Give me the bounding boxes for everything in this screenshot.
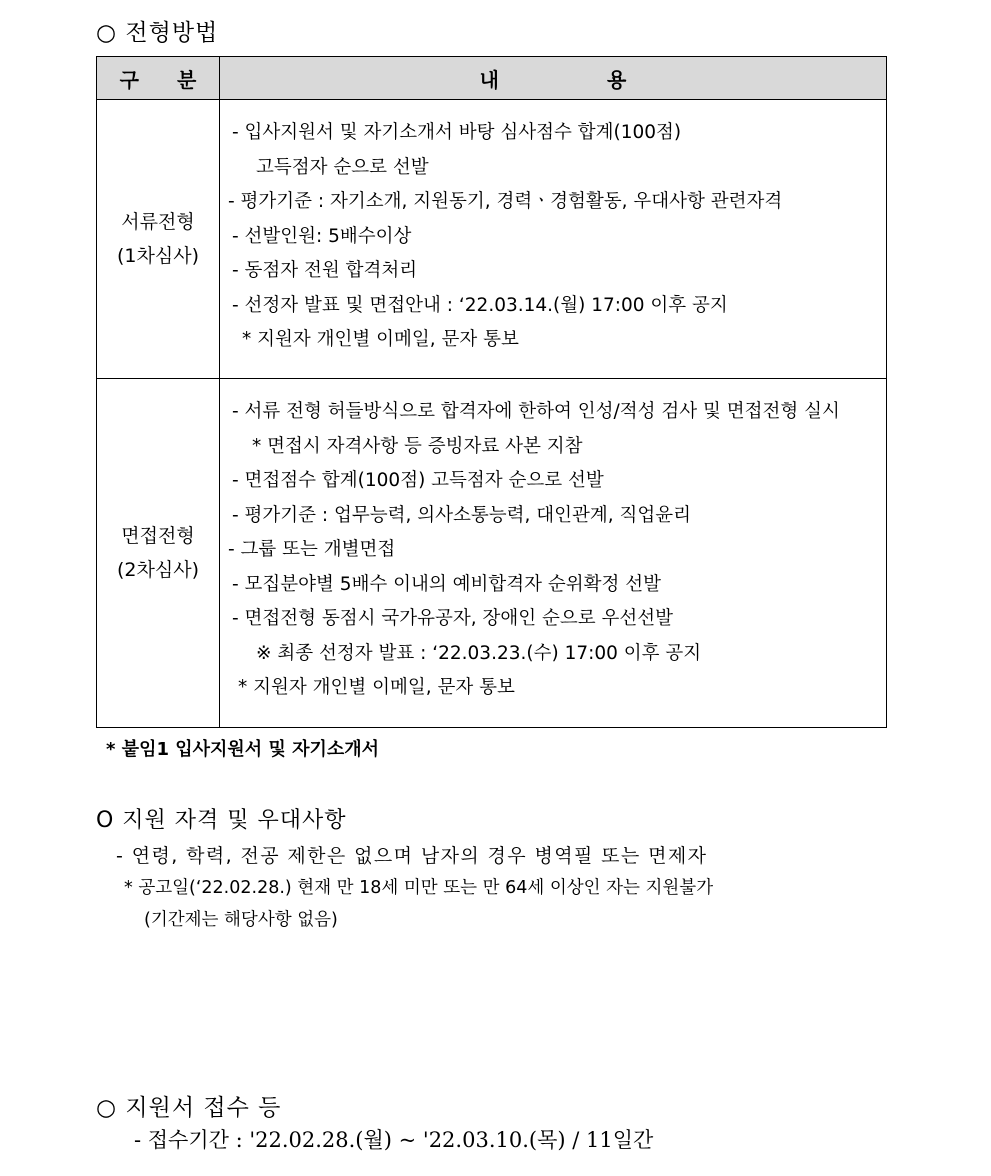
header-content <box>220 57 887 100</box>
content-line: - 면접점수 합계(100점) 고득점자 순으로 선발 <box>232 470 604 491</box>
table-header-row <box>97 57 887 100</box>
content-line: 고득점자 순으로 선발 <box>256 156 429 178</box>
category-stage: (1차심사) <box>117 245 199 267</box>
content-line: - 선발인원: 5배수이상 <box>232 225 412 247</box>
qualification-note: (기간제는 해당사항 없음) <box>144 910 338 930</box>
selection-table <box>96 56 887 728</box>
qualification-block <box>116 840 713 936</box>
content-line: - 평가기준 : 업무능력, 의사소통능력, 대인관계, 직업윤리 <box>232 504 691 526</box>
category-cell <box>97 379 220 728</box>
category-name: 면접전형 <box>121 525 195 547</box>
content-cell <box>220 379 887 728</box>
content-line: - 입사지원서 및 자기소개서 바탕 심사점수 합계(100점) <box>232 122 682 143</box>
content-line: - 평가기준 : 자기소개, 지원동기, 경력ㆍ경험활동, 우대사항 관련자격 <box>228 191 783 212</box>
table-row-document-screening <box>97 100 887 379</box>
content-line: * 지원자 개인별 이메일, 문자 통보 <box>238 677 515 698</box>
selection-method-title: ○ 전형방법 <box>96 20 219 46</box>
content-line: - 모집분야별 5배수 이내의 예비합격자 순위확정 선발 <box>232 573 662 595</box>
content-line: * 면접시 자격사항 등 증빙자료 사본 지참 <box>252 435 583 457</box>
header-category-char-2: 분 <box>177 67 197 92</box>
content-line: - 면접전형 동점시 국가유공자, 장애인 순으로 우선선발 <box>232 608 674 629</box>
header-category-char-1: 구 <box>119 67 139 92</box>
qualification-title: O 지원 자격 및 우대사항 <box>96 808 347 833</box>
category-stage: (2차심사) <box>117 559 199 581</box>
table-row-interview-screening <box>97 379 887 728</box>
category-cell <box>97 100 220 379</box>
header-content-char-1: 내 <box>479 67 499 92</box>
header-content-char-2: 용 <box>607 67 627 92</box>
content-line: - 동점자 전원 합격처리 <box>232 260 418 281</box>
content-line: ※ 최종 선정자 발표 : ‘22.03.23.(수) 17:00 이후 공지 <box>256 642 702 664</box>
content-line: - 서류 전형 허들방식으로 합격자에 한하여 인성/적성 검사 및 면접전형 실시 <box>232 401 840 422</box>
header-category <box>97 57 220 100</box>
qualification-line: - 연령, 학력, 전공 제한은 없으며 남자의 경우 병역필 또는 면제자 <box>116 845 708 867</box>
content-cell <box>220 100 887 379</box>
application-period: - 접수기간 : '22.02.28.(월) ~ '22.03.10.(목) / 11일간 <box>134 1128 654 1152</box>
application-title: ○ 지원서 접수 등 <box>96 1095 282 1121</box>
content-line: * 지원자 개인별 이메일, 문자 통보 <box>242 329 519 350</box>
content-line: - 그룹 또는 개별면접 <box>228 539 396 560</box>
qualification-note: * 공고일(‘22.02.28.) 현재 만 18세 미만 또는 만 64세 이상인 자는 지원불가 <box>124 878 714 898</box>
content-line: - 선정자 발표 및 면접안내 : ‘22.03.14.(월) 17:00 이후 공지 <box>232 294 728 316</box>
attachment-note: * 붙임1 입사지원서 및 자기소개서 <box>106 739 380 760</box>
category-name: 서류전형 <box>121 211 195 233</box>
